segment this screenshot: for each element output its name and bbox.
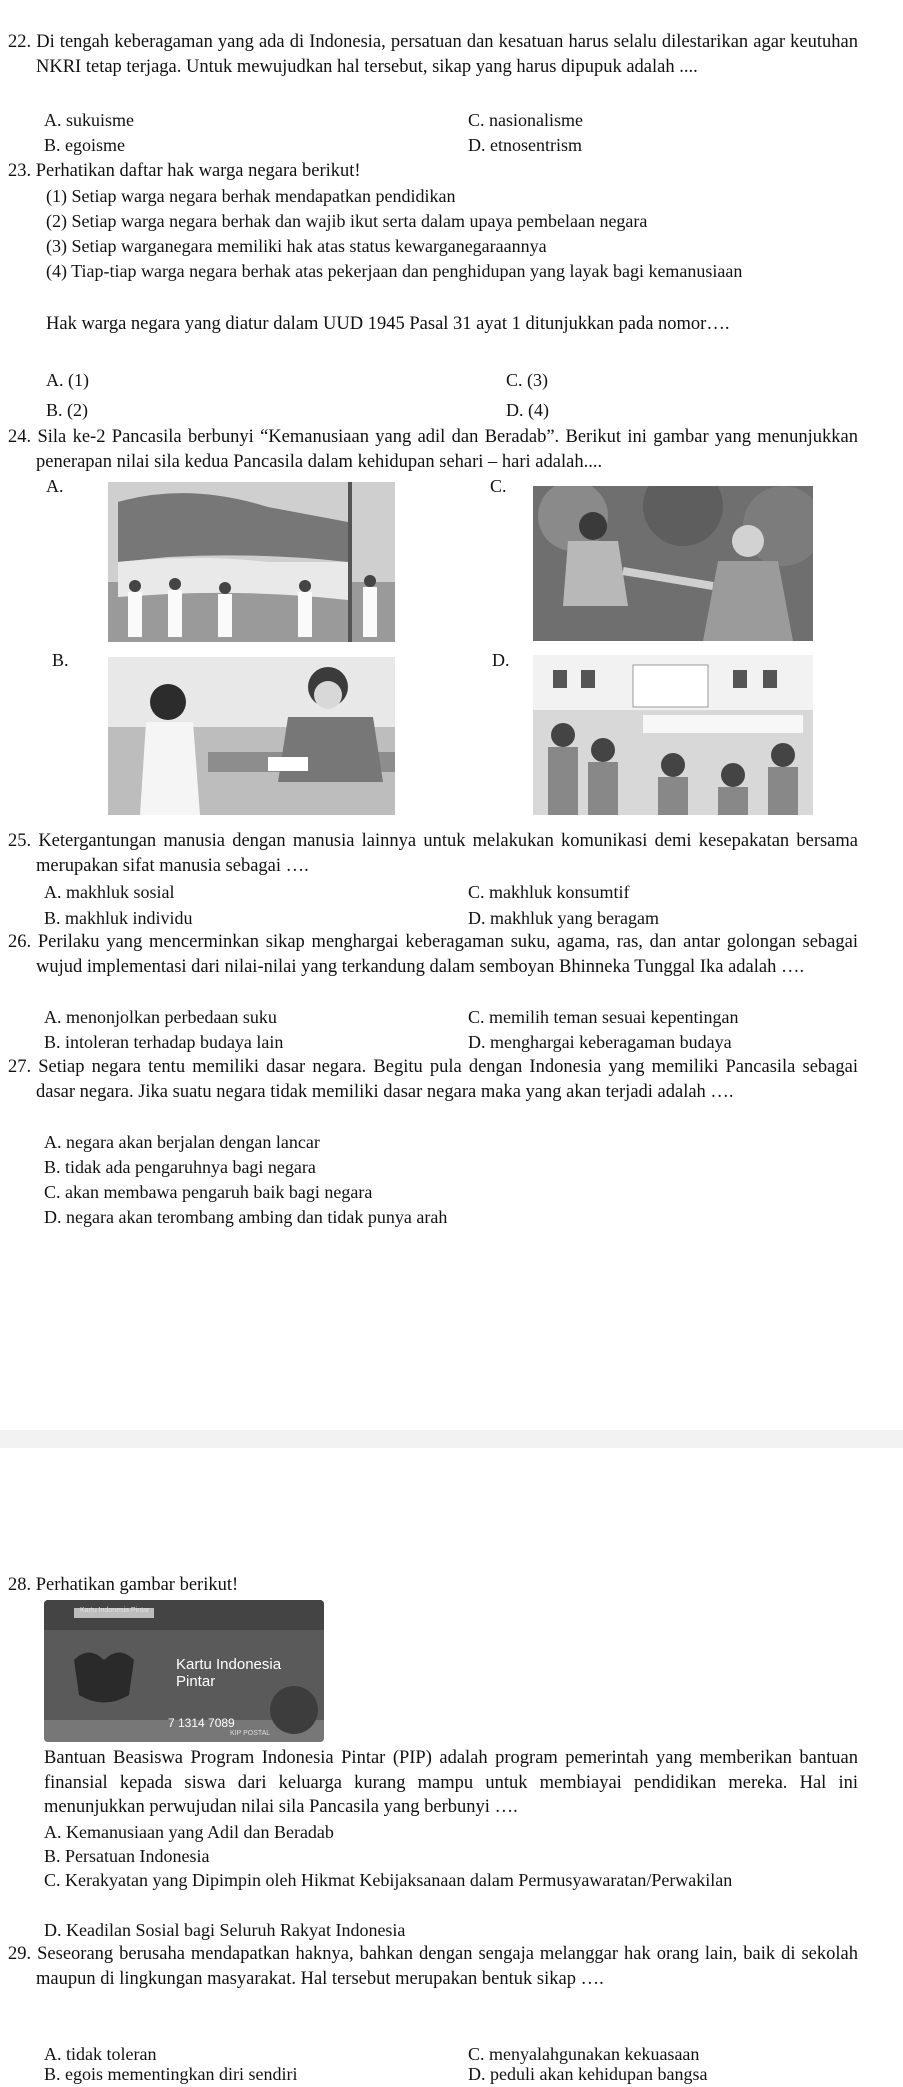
q24-label-c: C. (490, 476, 507, 496)
q28-option-c: C. Kerakyatan yang Dipimpin oleh Hikmat Kebijaksanaan dalam Permusyawaratan/Perwakilan (44, 1870, 733, 1890)
kip-card-title: Kartu Indonesia Pintar (176, 1656, 282, 1690)
q23-item-4: (4) Tiap-tiap warga negara berhak atas pekerjaan dan penghidupan yang layak bagi kemanusiaan (46, 261, 743, 281)
photo-meeting (533, 655, 813, 815)
q22-option-a: A. sukuisme (44, 110, 134, 130)
q27-option-a: A. negara akan berjalan dengan lancar (44, 1132, 320, 1152)
q29-option-d: D. peduli akan kehidupan bangsa (468, 2064, 708, 2084)
q24-label-d: D. (492, 650, 510, 670)
q25-option-c: C. makhluk konsumtif (468, 882, 630, 902)
question-26-stem: 26. Perilaku yang mencerminkan sikap menghargai keberagaman suku, agama, ras, dan antar golongan sebagai wujud implementasi dari nilai-nilai yang terkandung dalam semboyan Bhinneka Tunggal Ika adalah …. (8, 932, 858, 977)
photo-flag-ceremony (108, 482, 395, 642)
q23-option-d: D. (4) (506, 400, 549, 420)
question-27-stem: 27. Setiap negara tentu memiliki dasar negara. Begitu pula dengan Indonesia yang memiliki Pancasila sebagai dasar negara. Jika suatu negara tidak memiliki dasar negara maka yang akan terjadi adalah …. (8, 1057, 858, 1102)
q26-option-d: D. menghargai keberagaman budaya (468, 1032, 732, 1052)
q25-option-a: A. makhluk sosial (44, 882, 175, 902)
q27-option-c: C. akan membawa pengaruh baik bagi negara (44, 1182, 373, 1202)
q23-option-a: A. (1) (46, 370, 89, 390)
question-24 (8, 425, 858, 474)
question-26 (8, 930, 858, 979)
q29-option-b: B. egois mementingkan diri sendiri (44, 2064, 298, 2084)
question-27 (8, 1055, 858, 1104)
q23-item-2: (2) Setiap warga negara berhak dan wajib ikut serta dalam upaya pembelaan negara (46, 211, 648, 231)
q25-option-b: B. makhluk individu (44, 908, 193, 928)
kip-card-number: 7 1314 7089 (168, 1716, 235, 1730)
q28-option-b: B. Persatuan Indonesia (44, 1846, 210, 1866)
q28-option-a: A. Kemanusiaan yang Adil dan Beradab (44, 1822, 334, 1842)
question-24-stem: 24. Sila ke-2 Pancasila berbunyi “Kemanusiaan yang adil dan Beradab”. Berikut ini gambar yang menunjukkan penerapan nilai sila kedua Pancasila dalam kehidupan sehari – hari adalah.... (8, 427, 858, 472)
photo-child-at-counter (108, 657, 395, 815)
q27-option-d: D. negara akan terombang ambing dan tidak punya arah (44, 1207, 448, 1227)
q24-label-b: B. (52, 650, 69, 670)
q26-option-a: A. menonjolkan perbedaan suku (44, 1007, 277, 1027)
question-23-question: Hak warga negara yang diatur dalam UUD 1945 Pasal 31 ayat 1 ditunjukkan pada nomor…. (46, 314, 730, 334)
question-25-stem: 25. Ketergantungan manusia dengan manusia lainnya untuk melakukan komunikasi demi kesepakatan bersama merupakan sifat manusia sebagai …. (8, 831, 858, 876)
question-22 (8, 30, 858, 79)
q25-option-d: D. makhluk yang beragam (468, 908, 659, 928)
q28-body: Bantuan Beasiswa Program Indonesia Pintar (PIP) adalah program pemerintah yang memberikan bantuan finansial kepada siswa dari keluarga kurang mampu untuk membiayai pendidikan mereka. Hal ini menunjukkan perwujudan nilai sila Pancasila yang berbunyi …. (44, 1748, 858, 1817)
q29-option-c: C. menyalahgunakan kekuasaan (468, 2044, 700, 2064)
q26-option-c: C. memilih teman sesuai kepentingan (468, 1007, 739, 1027)
q22-option-d: D. etnosentrism (468, 135, 582, 155)
page-divider (0, 1430, 903, 1448)
q27-option-b: B. tidak ada pengaruhnya bagi negara (44, 1157, 316, 1177)
q26-option-b: B. intoleran terhadap budaya lain (44, 1032, 284, 1052)
kip-card-image (44, 1600, 324, 1742)
q22-option-b: B. egoisme (44, 135, 125, 155)
kip-card-top-text: Kartu Indonesia Pintar (80, 1607, 150, 1614)
question-28-stem: 28. Perhatikan gambar berikut! (8, 1575, 239, 1595)
q23-option-b: B. (2) (46, 400, 88, 420)
kip-card-footer: KIP POSTAL (230, 1730, 271, 1737)
page-2 (0, 1448, 903, 2087)
question-22-stem: 22. Di tengah keberagaman yang ada di Indonesia, persatuan dan kesatuan harus selalu dilestarikan agar keutuhan NKRI tetap terjaga. Untuk mewujudkan hal tersebut, sikap yang harus dipupuk adalah .... (8, 32, 858, 77)
question-23-stem: 23. Perhatikan daftar hak warga negara berikut! (8, 161, 361, 181)
q23-option-c: C. (3) (506, 370, 548, 390)
question-29-stem: 29. Seseorang berusaha mendapatkan haknya, bahkan dengan sengaja melanggar hak orang lain, baik di sekolah maupun di lingkungan masyarakat. Hal tersebut merupakan bentuk sikap …. (8, 1944, 858, 1989)
q24-label-a: A. (46, 476, 64, 496)
q23-item-3: (3) Setiap warganegara memiliki hak atas status kewarganegaraannya (46, 236, 547, 256)
q29-option-a: A. tidak toleran (44, 2044, 157, 2064)
photo-helping-elderly (533, 486, 813, 641)
question-25 (8, 829, 858, 878)
question-29 (8, 1942, 858, 1991)
q23-item-1: (1) Setiap warga negara berhak mendapatkan pendidikan (46, 186, 456, 206)
q22-option-c: C. nasionalisme (468, 110, 583, 130)
q28-option-d: D. Keadilan Sosial bagi Seluruh Rakyat Indonesia (44, 1920, 406, 1940)
